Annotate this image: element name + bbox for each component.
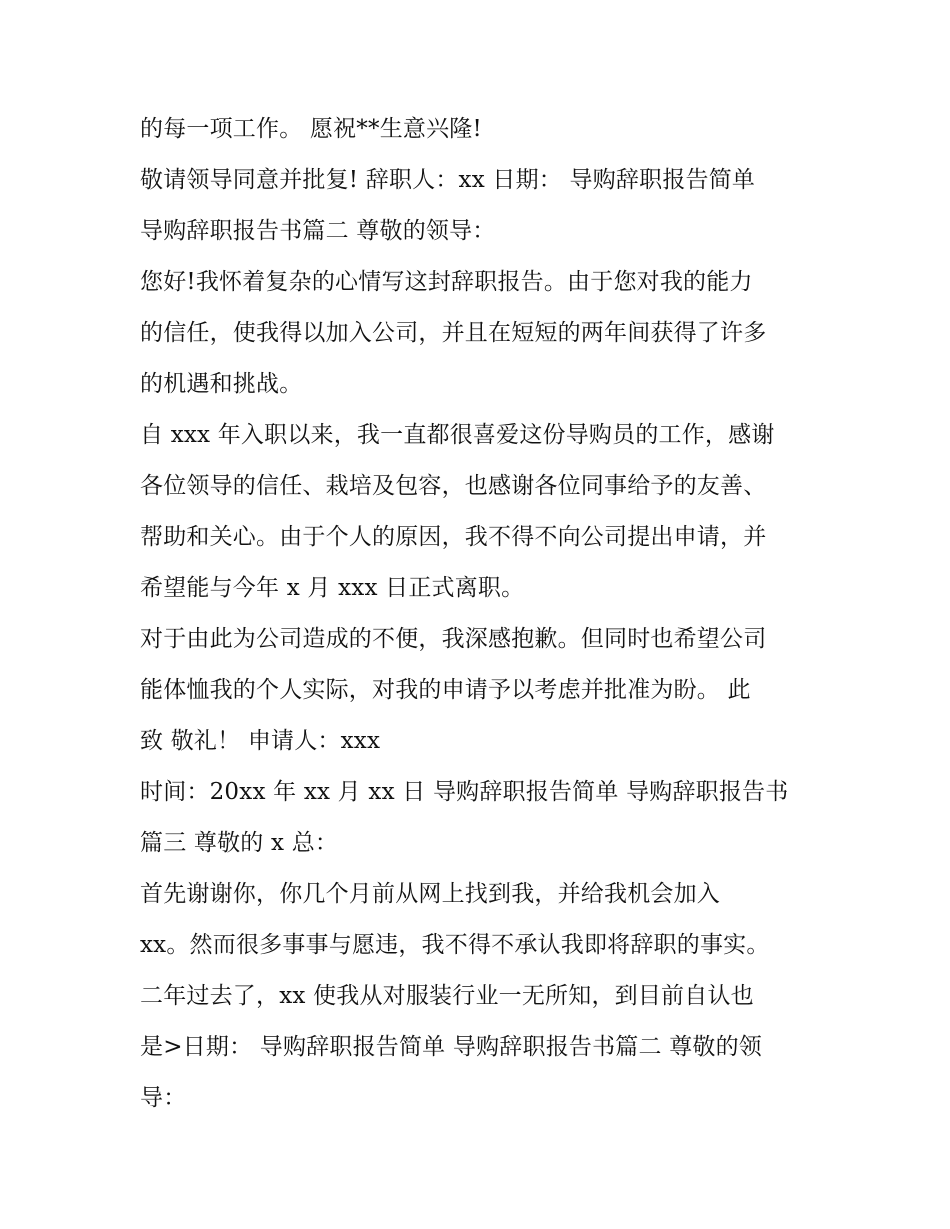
text-line: 导购辞职报告书篇二 尊敬的领导：	[140, 218, 496, 244]
text-line: 导：	[140, 1085, 187, 1111]
text-line: 希望能与今年 x 月 xxx 日正式离职。	[140, 575, 525, 601]
text-line: 时间：20xx 年 xx 月 xx 日 导购辞职报告简单 导购辞职报告书	[140, 779, 789, 805]
text-line: 的信任，使我得以加入公司，并且在短短的两年间获得了许多	[140, 320, 767, 346]
text-line: 的机遇和挑战。	[140, 371, 303, 397]
text-line: 首先谢谢你，你几个月前从网上找到我，并给我机会加入	[140, 881, 720, 907]
text-line: 二年过去了，xx 使我从对服装行业一无所知，到目前自认也	[140, 983, 754, 1009]
document-body	[140, 104, 830, 1124]
text-line: 自 xxx 年入职以来，我一直都很喜爱这份导购员的工作，感谢	[140, 422, 775, 448]
text-line: 各位领导的信任、栽培及包容，也感谢各位同事给予的友善、	[140, 473, 767, 499]
text-line: 您好!我怀着复杂的心情写这封辞职报告。由于您对我的能力	[140, 269, 753, 295]
text-line: 致 敬礼！ 申请人：xxx	[140, 728, 381, 754]
text-line: 能体恤我的个人实际，对我的申请予以考虑并批准为盼。 此	[140, 677, 751, 703]
text-line: 对于由此为公司造成的不便，我深感抱歉。但同时也希望公司	[140, 626, 767, 652]
text-line: 敬请领导同意并批复! 辞职人：xx 日期： 导购辞职报告简单	[140, 167, 756, 193]
text-line: 是>日期： 导购辞职报告简单 导购辞职报告书篇二 尊敬的领	[140, 1034, 763, 1060]
text-line: 的每一项工作。 愿祝**生意兴隆!	[140, 116, 482, 142]
text-line: 篇三 尊敬的 x 总：	[140, 830, 339, 856]
text-line: xx。然而很多事事与愿违，我不得不承认我即将辞职的事实。	[140, 932, 770, 958]
text-line: 帮助和关心。由于个人的原因，我不得不向公司提出申请，并	[140, 524, 767, 550]
